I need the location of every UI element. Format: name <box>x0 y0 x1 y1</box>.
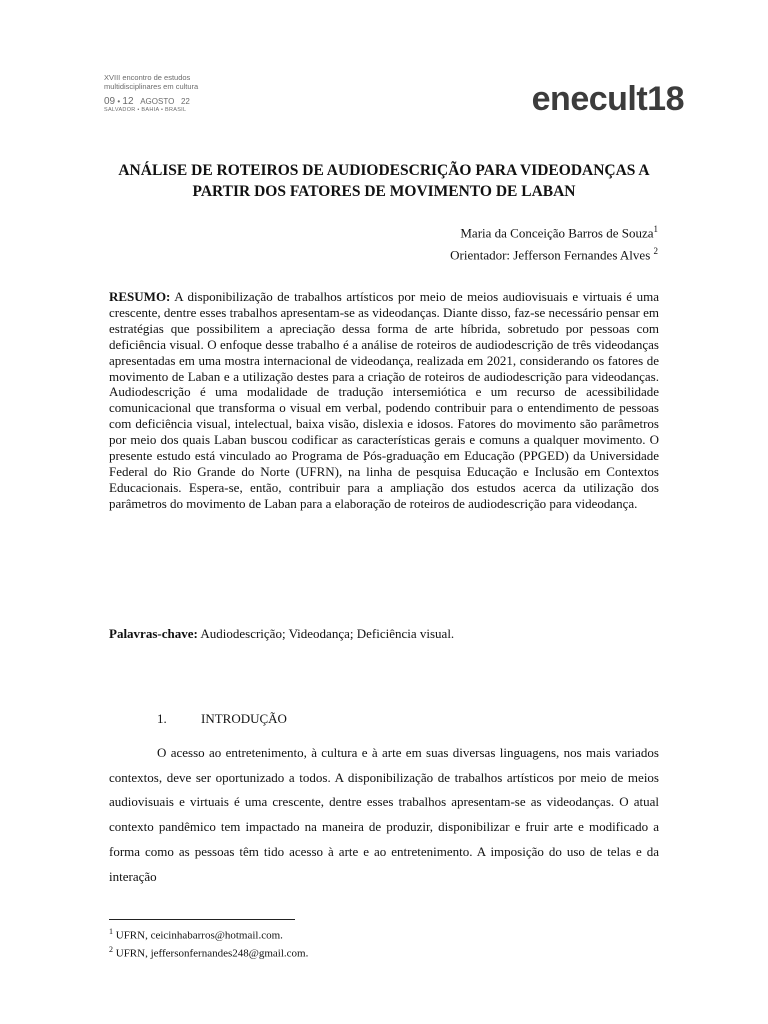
abstract <box>109 289 659 512</box>
section-title: INTRODUÇÃO <box>201 711 287 726</box>
footnote-2 <box>109 943 308 961</box>
paper-title: ANÁLISE DE ROTEIROS DE AUDIODESCRIÇÃO PARA VIDEODANÇAS A PARTIR DOS FATORES DE MOVIMENTO DE LABAN <box>118 162 650 200</box>
event-header <box>104 68 684 124</box>
footnote-divider <box>109 919 295 920</box>
advisor-name: Orientador: Jefferson Fernandes Alves <box>450 247 651 263</box>
date-separator: • <box>117 97 121 106</box>
date-end: 12 <box>122 96 134 107</box>
section-heading <box>157 711 287 727</box>
abstract-label: RESUMO: <box>109 289 171 304</box>
author-name: Maria da Conceição Barros de Souza <box>460 225 654 241</box>
author-block <box>450 220 658 265</box>
footnote-1-text: UFRN, ceicinhabarros@hotmail.com. <box>115 929 283 942</box>
advisor-line <box>450 242 658 264</box>
date-month: AGOSTO <box>140 97 175 106</box>
event-name-line1: XVIII encontro de estudos <box>104 73 191 82</box>
footnotes <box>109 925 308 960</box>
footnote-1 <box>109 925 308 943</box>
advisor-footnote-mark: 2 <box>653 246 658 257</box>
date-year: 22 <box>180 97 190 106</box>
keywords-label: Palavras-chave: <box>109 626 198 641</box>
event-name-line2: multidisciplinares em cultura <box>104 81 199 91</box>
event-dates <box>104 97 198 106</box>
enecult-logo: enecult18 <box>531 80 684 118</box>
footnote-2-text: UFRN, jeffersonfernandes248@gmail.com. <box>115 947 309 960</box>
footnote-2-number: 2 <box>109 944 113 954</box>
author-line <box>450 220 658 242</box>
event-info <box>104 74 198 114</box>
event-place: SALVADOR • BAHIA • BRASIL <box>104 107 187 113</box>
keywords-text: Audiodescrição; Videodança; Deficiência visual. <box>200 626 455 641</box>
footnote-1-number: 1 <box>109 927 113 936</box>
date-start: 09 <box>104 96 116 107</box>
section-number: 1. <box>157 711 167 726</box>
keywords <box>109 626 659 642</box>
author-footnote-mark: 1 <box>653 224 658 234</box>
abstract-text: A disponibilização de trabalhos artísticos por meio de meios audiovisuais e virtuais é uma crescente, dentre esses trabalhos apresentam-se as videodanças. Diante disso, faz-se necessário pensar em estratégias que possibilitem a apreciação dessa forma de arte híbrida, sobretudo por pessoas com deficiência visual. O enfoque desse trabalho é a análise de roteiros de audiodescrição de três videodanças apresentadas em uma mostra internacional de videodança, realizada em 2021, considerando os fatores de movimento de Laban e a utilização destes para a criação de roteiros de audiodescrição para videodanças. Audiodescrição é uma modalidade de tradução intersemiótica e um recurso de acessibilidade comunicacional que transforma o visual em verbal, podendo contribuir para o entendimento de pessoas com deficiência visual, intelectual, baixa visão, dislexia e idosos. Fatores do movimento são parâmetros por meio dos quais Laban buscou codificar as características gerais e comuns a qualquer movimento. O presente estudo está vinculado ao Programa de Pós-graduação em Educação (PPGED) da Universidade Federal do Rio Grande do Norte (UFRN), na linha de pesquisa Educação e Inclusão em Contextos Educacionais. Espera-se, então, contribuir para a ampliação dos estudos acerca da utilização dos parâmetros do movimento de Laban para a elaboração de roteiros de audiodescrição para videodança. <box>109 289 659 511</box>
intro-paragraph: O acesso ao entretenimento, à cultura e à arte em suas diversas linguagens, nos mais variados contextos, deve ser oportunizado a todos. A disponibilização de trabalhos artísticos por meio de meios audiovisuais e virtuais é uma crescente, dentre esses trabalhos apresentam-se as videodanças. O atual contexto pandêmico tem impactado na maneira de produzir, disponibilizar e fruir arte e modificado a forma como as pessoas têm tido acesso à arte e ao entretenimento. A imposição do uso de telas e da interação <box>109 745 659 884</box>
